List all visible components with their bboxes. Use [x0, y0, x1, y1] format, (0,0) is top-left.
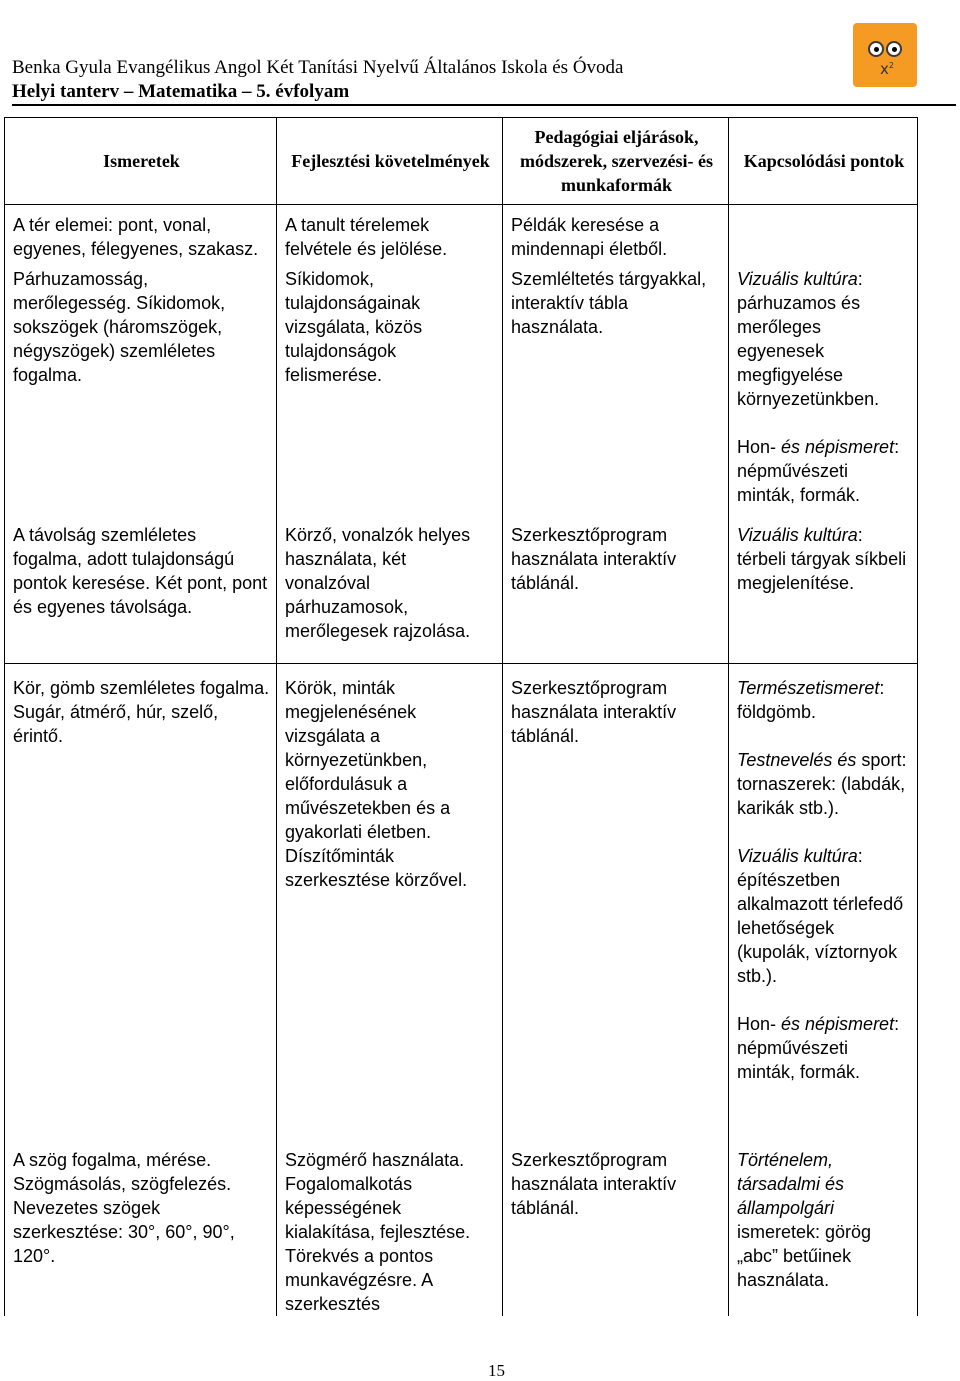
cell-pedagogiai: Példák keresése a mindennapi életből. — [503, 205, 729, 262]
curriculum-table — [4, 117, 918, 1316]
logo-eye-left — [868, 41, 884, 57]
logo-x-squared: $x^2$ — [880, 60, 894, 78]
link-entry: Vizuális kultúra: párhuzamos és merőleges egyenesek megfigyelése környezetünkben. — [737, 269, 880, 409]
link-entry: Vizuális kultúra: építészetben alkalmazott térlefedő lehetőségek (kupolák, víztornyok stb.). — [737, 846, 904, 986]
link-entry: Természetismeret: földgömb. — [737, 678, 885, 722]
cell-fejlesztesi: Körök, minták megjelenésének vizsgálata a környezetünkben, előfordulásuk a művészetekben és a gyakorlati életben. Díszítőminták szerkesztése körzővel. — [277, 664, 503, 1147]
school-logo-icon — [853, 23, 917, 87]
header-rule — [12, 104, 956, 106]
cell-fejlesztesi: A tanult térelemek felvétele és jelölése. — [277, 205, 503, 262]
cell-ismeretek: A tér elemei: pont, vonal, egyenes, félegyenes, szakasz. — [5, 205, 277, 262]
school-name: Benka Gyula Evangélikus Angol Két Tanítási Nyelvű Általános Iskola és Óvoda — [12, 57, 624, 78]
link-entry: Hon- és népismeret: népművészeti minták, formák. — [737, 1014, 900, 1082]
cell-kapcsolodasi — [729, 664, 918, 1147]
cell-kapcsolodasi — [729, 517, 918, 664]
col-header-fejlesztesi: Fejlesztési követelmények — [277, 118, 503, 205]
cell-kapcsolodasi — [729, 1146, 918, 1316]
col-header-kapcsolodasi: Kapcsolódási pontok — [729, 118, 918, 205]
table-header-row — [5, 118, 918, 205]
document-header — [12, 56, 623, 104]
curriculum-subtitle: Helyi tanterv – Matematika – 5. évfolyam — [12, 81, 350, 102]
cell-pedagogiai: Szerkesztőprogram használata interaktív táblánál. — [503, 1146, 729, 1316]
link-entry: Testnevelés és sport: tornaszerek: (labdák, karikák stb.). — [737, 750, 907, 818]
cell-fejlesztesi: Körző, vonalzók helyes használata, két vonalzóval párhuzamosok, merőlegesek rajzolása. — [277, 517, 503, 664]
table-row — [5, 664, 918, 1147]
table-row — [5, 205, 918, 262]
cell-fejlesztesi: Síkidomok, tulajdonságainak vizsgálata, közös tulajdonságok felismerése. — [277, 261, 503, 517]
link-entry: Történelem, társadalmi és állampolgári ismeretek: görög „abc” betűinek használata. — [737, 1150, 872, 1290]
cell-fejlesztesi: Szögmérő használata. Fogalomalkotás képességének kialakítása, fejlesztése. Törekvés a pontos munkavégzésre. A szerkesztés — [277, 1146, 503, 1316]
cell-ismeretek: A szög fogalma, mérése. Szögmásolás, szögfelezés. Nevezetes szögek szerkesztése: 30°, 60°, 90°, 120°. — [5, 1146, 277, 1316]
col-header-pedagogiai: Pedagógiai eljárások, módszerek, szervezési- és munkaformák — [503, 118, 729, 205]
cell-ismeretek: Kör, gömb szemléletes fogalma. Sugár, átmérő, húr, szelő, érintő. — [5, 664, 277, 1147]
col-header-ismeretek: Ismeretek — [5, 118, 277, 205]
cell-ismeretek: A távolság szemléletes fogalma, adott tulajdonságú pontok keresése. Két pont, pont és egyenes távolsága. — [5, 517, 277, 664]
logo-eye-right — [886, 41, 902, 57]
cell-kapcsolodasi — [729, 261, 918, 517]
page-number: 15 — [488, 1361, 505, 1380]
cell-kapcsolodasi — [729, 205, 918, 262]
link-entry: Hon- és népismeret: népművészeti minták, formák. — [737, 437, 900, 505]
table-row — [5, 1146, 918, 1316]
cell-pedagogiai: Szemléltetés tárgyakkal, interaktív tábla használata. — [503, 261, 729, 517]
cell-pedagogiai: Szerkesztőprogram használata interaktív táblánál. — [503, 517, 729, 664]
cell-ismeretek: Párhuzamosság, merőlegesség. Síkidomok, sokszögek (háromszögek, négyszögek) szemléletes fogalma. — [5, 261, 277, 517]
table-row — [5, 261, 918, 517]
cell-pedagogiai: Szerkesztőprogram használata interaktív táblánál. — [503, 664, 729, 1147]
table-row — [5, 517, 918, 664]
link-entry: Vizuális kultúra: térbeli tárgyak síkbeli megjelenítése. — [737, 525, 907, 593]
